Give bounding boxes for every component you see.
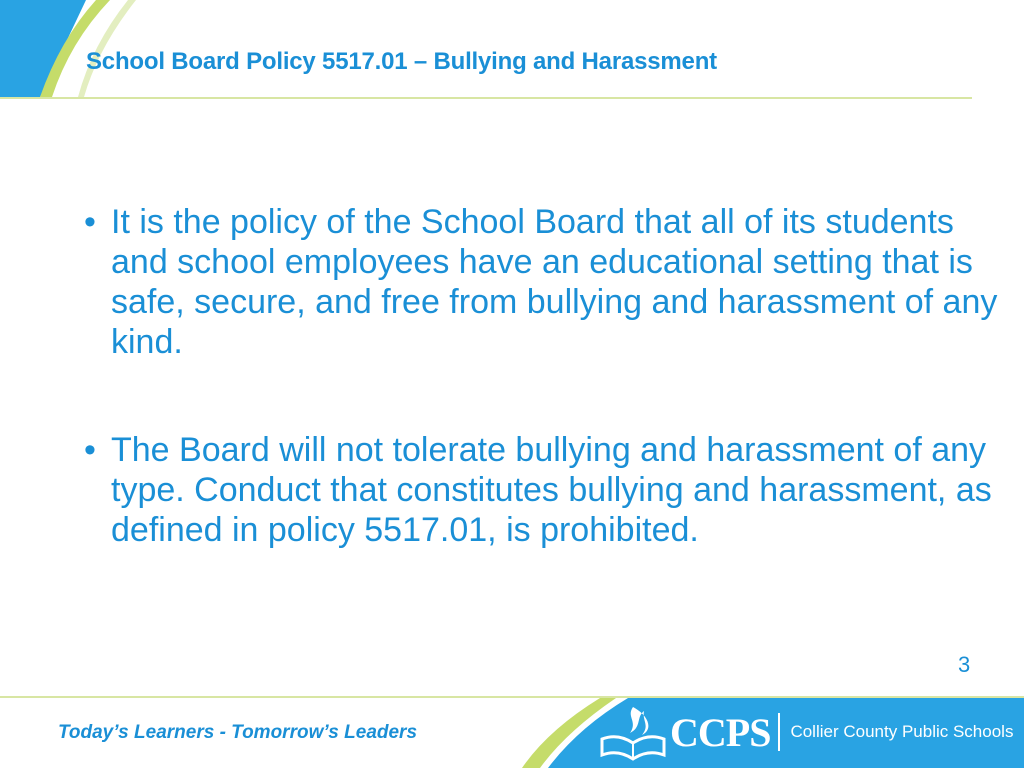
- slide-title: School Board Policy 5517.01 – Bullying and Harassment: [86, 48, 717, 75]
- district-name: Collier County Public Schools: [790, 722, 1014, 741]
- footer-tagline: Today’s Learners - Tomorrow’s Leaders: [58, 722, 418, 743]
- header-divider: [0, 97, 972, 99]
- logo-wordmark: CCPS: [670, 709, 771, 755]
- bullet-marker: •: [84, 431, 96, 469]
- bullet-item: [84, 202, 1011, 362]
- flame-book-icon: [598, 703, 668, 761]
- bullet-text: The Board will not tolerate bullying and harassment of any type. Conduct that constitutes bullying and harassment, as defined in policy 5517.01, is prohibited.: [111, 431, 992, 549]
- bullet-marker: •: [84, 203, 96, 241]
- slide-number: 3: [958, 652, 971, 677]
- bullet-item: [84, 430, 1011, 550]
- bullet-text: It is the policy of the School Board that all of its students and school employees have an educational setting that is safe, secure, and free from bullying and harassment of any kind.: [111, 203, 998, 361]
- ccps-logo: [598, 702, 1013, 762]
- logo-divider: [778, 713, 780, 751]
